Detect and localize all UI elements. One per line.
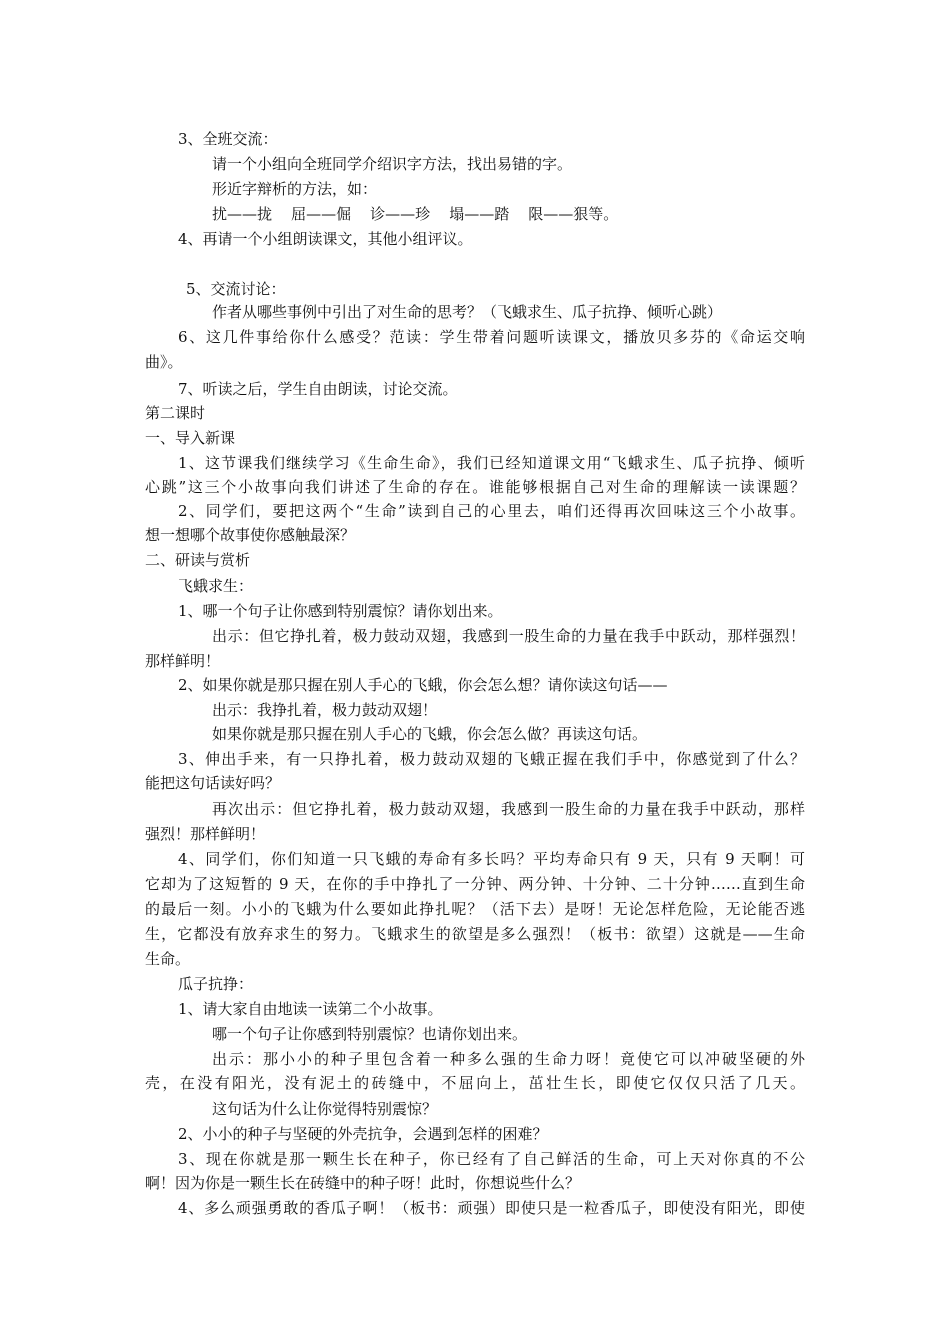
text-line: 再次出示：但它挣扎着，极力鼓动双翅，我感到一股生命的力量在我手中跃动，那样 [212,800,805,818]
text-line: 哪一个句子让你感到特别震惊？也请你划出来。 [212,1025,528,1043]
text-line: 生，它都没有放弃求生的努力。飞蛾求生的欲望是多么强烈！（板书：欲望）这就是——生命 [145,925,805,943]
text-line: 5、交流讨论： [186,280,286,298]
text-line: 1、请大家自由地读一读第二个小故事。 [178,1000,443,1018]
text-line: 如果你就是那只握在别人手心的飞蛾，你会怎么做？再读这句话。 [212,725,648,743]
text-line: 6、这几件事给你什么感受？范读：学生带着问题听读课文，播放贝多芬的《命运交响 [178,328,805,346]
subheading: 瓜子抗挣： [178,975,254,993]
text-line: 出示：我挣扎着，极力鼓动双翅！ [212,701,438,719]
text-line: 出示：但它挣扎着，极力鼓动双翅，我感到一股生命的力量在我手中跃动，那样强烈！ [212,627,805,645]
text-line: 能把这句话读好吗？ [145,774,281,792]
section-heading: 一、导入新课 [145,429,236,447]
text-line: 2、小小的种子与坚硬的外壳抗争，会遇到怎样的困难？ [178,1125,548,1143]
text-line: 这句话为什么让你觉得特别震惊？ [212,1100,438,1118]
text-line: 啊！因为你是一颗生长在砖缝中的种子呀！此时，你想说些什么？ [145,1174,581,1192]
text-line: 3、伸出手来，有一只挣扎着，极力鼓动双翅的飞蛾正握在我们手中，你感觉到了什么？ [178,750,805,768]
text-line: 壳，在没有阳光，没有泥土的砖缝中，不屈向上，茁壮生长，即使它仅仅只活了几天。 [145,1074,805,1092]
text-line: 4、再请一个小组朗读课文，其他小组评议。 [178,230,473,248]
text-line: 7、听读之后，学生自由朗读，讨论交流。 [178,380,458,398]
text-line: 心跳”这三个小故事向我们讲述了生命的存在。谁能够根据自己对生命的理解读一读课题？ [145,478,805,496]
text-line: 想一想哪个故事使你感触最深？ [145,526,356,544]
text-line: 那样鲜明！ [145,652,221,670]
text-line: 扰——拢 屈——倔 诊——珍 塌——踏 限——狠等。 [212,205,619,223]
text-line: 生命。 [145,950,191,968]
text-line: 2、同学们，要把这两个“生命”读到自己的心里去，咱们还得再次回味这三个小故事。 [178,502,805,520]
text-line: 出示：那小小的种子里包含着一种多么强的生命力呀！竟使它可以冲破坚硬的外 [212,1050,805,1068]
text-line: 的最后一刻。小小的飞蛾为什么要如此挣扎呢？（活下去）是呀！无论怎样危险，无论能否逃 [145,900,805,918]
text-line: 强烈！那样鲜明！ [145,825,266,843]
text-line: 形近字辩析的方法，如： [212,180,378,198]
section-heading: 二、研读与赏析 [145,551,251,569]
text-line: 曲》。 [145,353,183,371]
subheading: 飞蛾求生： [178,577,254,595]
text-line: 3、全班交流： [178,130,278,148]
text-line: 它却为了这短暂的 9 天，在你的手中挣扎了一分钟、两分钟、十分钟、二十分钟……直到生命 [145,875,805,893]
text-line: 4、多么顽强勇敢的香瓜子啊！（板书：顽强）即使只是一粒香瓜子，即使没有阳光，即使 [178,1199,805,1217]
text-line: 1、哪一个句子让你感到特别震惊？请你划出来。 [178,602,503,620]
section-heading: 第二课时 [145,404,206,422]
text-line: 3、现在你就是那一颗生长在种子，你已经有了自己鲜活的生命，可上天对你真的不公 [178,1150,805,1168]
text-line: 作者从哪些事例中引出了对生命的思考？（飞蛾求生、瓜子抗挣、倾听心跳） [212,303,723,321]
text-line: 2、如果你就是那只握在别人手心的飞蛾，你会怎么想？请你读这句话—— [178,676,668,694]
text-line: 4、同学们，你们知道一只飞蛾的寿命有多长吗？平均寿命只有 9 天，只有 9 天啊！可 [178,850,805,868]
text-line: 1、这节课我们继续学习《生命生命》，我们已经知道课文用“飞蛾求生、瓜子抗挣、倾听 [178,454,805,472]
text-line: 请一个小组向全班同学介绍识字方法，找出易错的字。 [212,155,573,173]
